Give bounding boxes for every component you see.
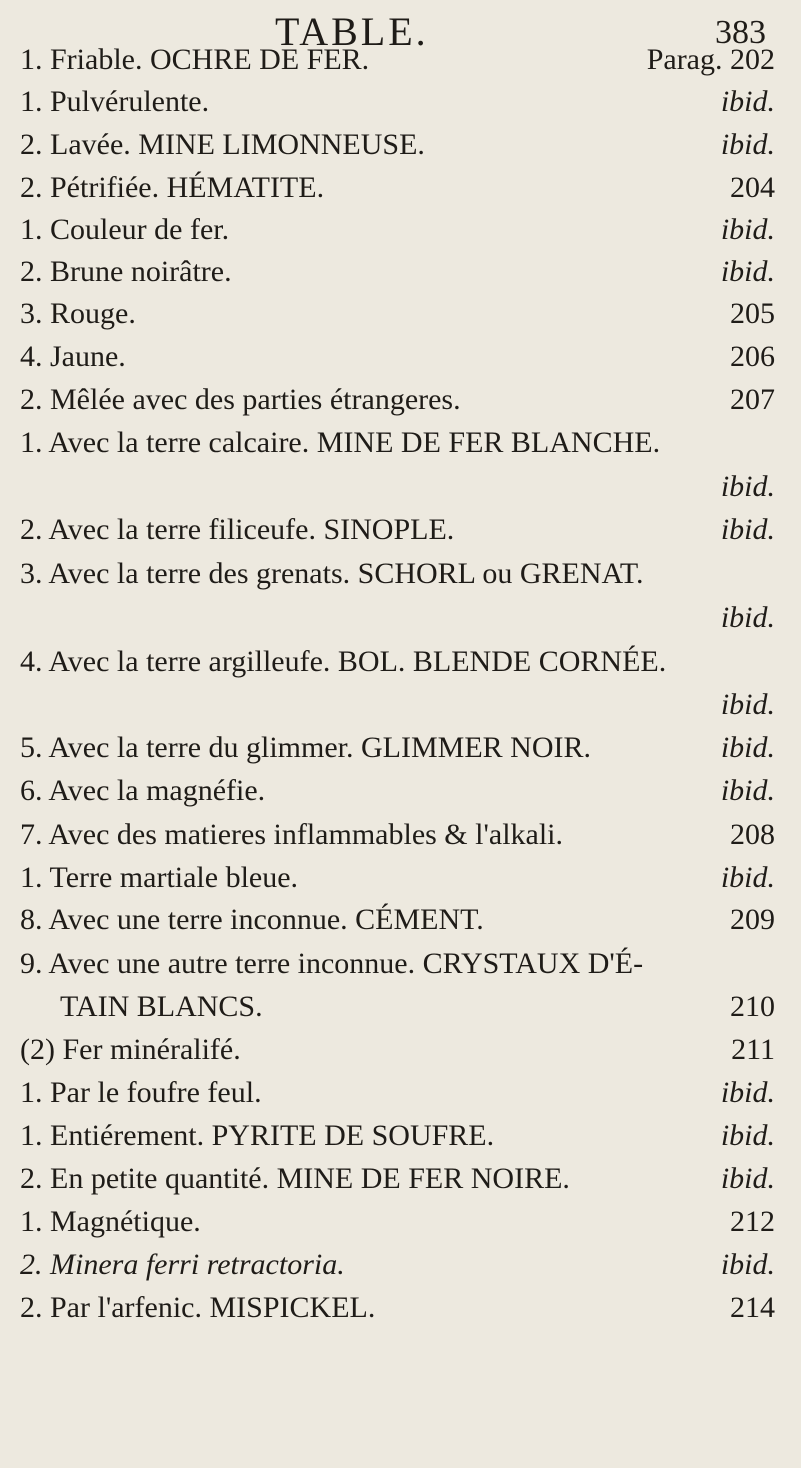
index-entry: 1. Avec la terre calcaire. MINE DE FER BLANCHE.: [20, 426, 661, 459]
index-entry: 2. Par l'arfenic. MISPICKEL. 214: [20, 1291, 775, 1324]
index-entry: 1. Friable. OCHRE DE FER. Parag. 202: [20, 43, 775, 76]
index-entry: 2. Pétrifiée. HÉMATITE. 204: [20, 171, 775, 204]
index-entry: 3. Avec la terre des grenats. SCHORL ou GRENAT.: [20, 557, 644, 590]
index-entry: 2. Mêlée avec des parties étrangeres. 207: [20, 383, 775, 416]
index-entry: 2. Minera ferri retractoria. ibid.: [20, 1248, 775, 1281]
index-entry: TAIN BLANCS. 210: [60, 990, 775, 1023]
index-entry: 5. Avec la terre du glimmer. GLIMMER NOIR. ibid.: [20, 731, 775, 764]
page-title: TABLE.: [275, 9, 429, 54]
index-entry: ibid.: [720, 470, 775, 503]
index-entry: 1. Entiérement. PYRITE DE SOUFRE. ibid.: [20, 1119, 775, 1152]
index-entry: (2) Fer minéralifé. 211: [20, 1033, 775, 1066]
index-entry: ibid.: [720, 601, 775, 634]
index-entry: 4. Avec la terre argilleufe. BOL. BLENDE CORNÉE.: [20, 645, 667, 678]
index-entry: ibid.: [720, 688, 775, 721]
index-entry: 1. Par le foufre feul. ibid.: [20, 1076, 775, 1109]
index-entry: 2. Avec la terre filiceufe. SINOPLE. ibid.: [20, 513, 775, 546]
index-entry: 1. Terre martiale bleue. ibid.: [20, 861, 775, 894]
index-entry: 4. Jaune. 206: [20, 340, 775, 373]
index-entry: 9. Avec une autre terre inconnue. CRYSTAUX D'É-: [20, 947, 644, 980]
index-entry: 2. Lavée. MINE LIMONNEUSE. ibid.: [20, 128, 775, 161]
index-entry: 8. Avec une terre inconnue. CÉMENT. 209: [20, 903, 775, 936]
page-number: 383: [715, 14, 766, 51]
index-entry: 2. En petite quantité. MINE DE FER NOIRE. ibid.: [20, 1162, 775, 1195]
index-entry: 7. Avec des matieres inflammables & l'alkali. 208: [20, 818, 775, 851]
index-entry: 1. Magnétique. 212: [20, 1205, 775, 1238]
index-entry: 1. Couleur de fer. ibid.: [20, 213, 775, 246]
index-entry: 6. Avec la magnéfie. ibid.: [20, 774, 775, 807]
index-entry: 2. Brune noirâtre. ibid.: [20, 255, 775, 288]
index-entry: 3. Rouge. 205: [20, 297, 775, 330]
index-entry: 1. Pulvérulente. ibid.: [20, 85, 775, 118]
